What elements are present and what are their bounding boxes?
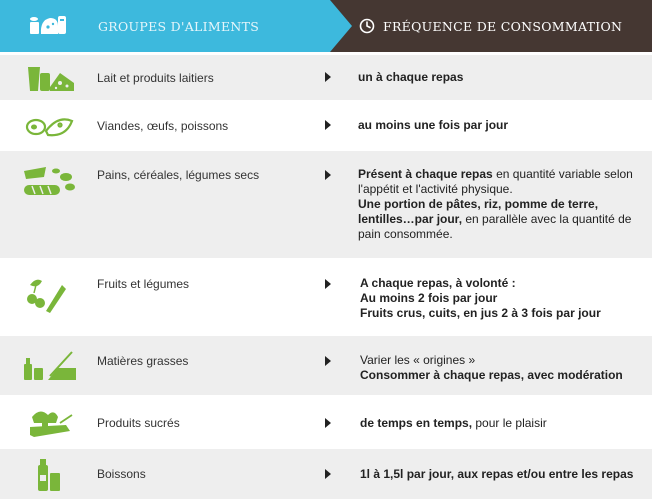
row-arrow-icon [325, 356, 331, 366]
drinks-bottle-icon [20, 455, 76, 493]
meat-fish-egg-icon [20, 109, 76, 143]
table-row [0, 398, 652, 446]
row-arrow-icon [325, 120, 331, 130]
row-frequency [360, 276, 650, 321]
food-groups-icon [28, 12, 68, 40]
row-group-label: Lait et produits laitiers [97, 71, 214, 85]
frequency-line: Varier les « origines » [360, 353, 476, 367]
frequency-line: Une portion de pâtes, riz, pomme de terre, [358, 197, 599, 211]
row-arrow-icon [325, 170, 331, 180]
frequency-line: Consommer à chaque repas, avec modération [360, 368, 623, 382]
frequency-line: de temps en temps, pour le plaisir [360, 416, 547, 430]
frequency-text: un à chaque repas [358, 70, 464, 84]
dairy-icon [20, 61, 76, 95]
fats-oil-butter-icon [20, 350, 76, 384]
row-frequency [358, 118, 508, 133]
frequency-line: lentilles…par jour, en parallèle avec la quantité de [358, 212, 632, 226]
row-arrow-icon [325, 418, 331, 428]
frequency-line: l'appétit et l'activité physique. [358, 182, 513, 196]
frequency-line: Présent à chaque repas en quantité variable selon [358, 167, 633, 181]
row-group-label: Viandes, œufs, poissons [97, 119, 229, 133]
header-arrow-divider [330, 0, 352, 52]
row-group-label: Produits sucrés [97, 416, 180, 430]
frequency-line: Fruits crus, cuits, en jus 2 à 3 fois par jour [360, 306, 601, 320]
row-frequency [360, 467, 650, 482]
frequency-text: 1l à 1,5l par jour, aux repas et/ou entre les repas [360, 467, 634, 481]
row-arrow-icon [325, 72, 331, 82]
table-row [0, 151, 652, 258]
row-group-label: Matières grasses [97, 354, 189, 368]
row-group-label: Fruits et légumes [97, 277, 190, 291]
row-frequency [358, 167, 648, 242]
row-arrow-icon [325, 279, 331, 289]
frequency-line: pain consommée. [358, 227, 453, 241]
table-row [0, 261, 652, 333]
table-header [0, 0, 652, 52]
frequency-text: au moins une fois par jour [358, 118, 509, 132]
row-frequency [360, 416, 650, 431]
row-group-label: Boissons [97, 467, 146, 481]
frequency-line: Au moins 2 fois par jour [360, 291, 498, 305]
table-row [0, 449, 652, 499]
table-row [0, 103, 652, 148]
clock-icon [359, 18, 375, 34]
row-frequency [358, 70, 463, 85]
table-row [0, 55, 652, 100]
header-title-frequency: FRÉQUENCE DE CONSOMMATION [383, 19, 623, 34]
frequency-line: A chaque repas, à volonté : [360, 276, 516, 290]
header-title-groups: GROUPES D'ALIMENTS [98, 19, 260, 34]
fruits-vegetables-icon [20, 275, 76, 315]
row-arrow-icon [325, 469, 331, 479]
bread-cereals-icon [20, 163, 76, 199]
table-row [0, 336, 652, 395]
row-frequency [360, 353, 650, 383]
row-group-label: Pains, céréales, légumes secs [97, 168, 260, 182]
sweets-cake-icon [20, 405, 76, 439]
